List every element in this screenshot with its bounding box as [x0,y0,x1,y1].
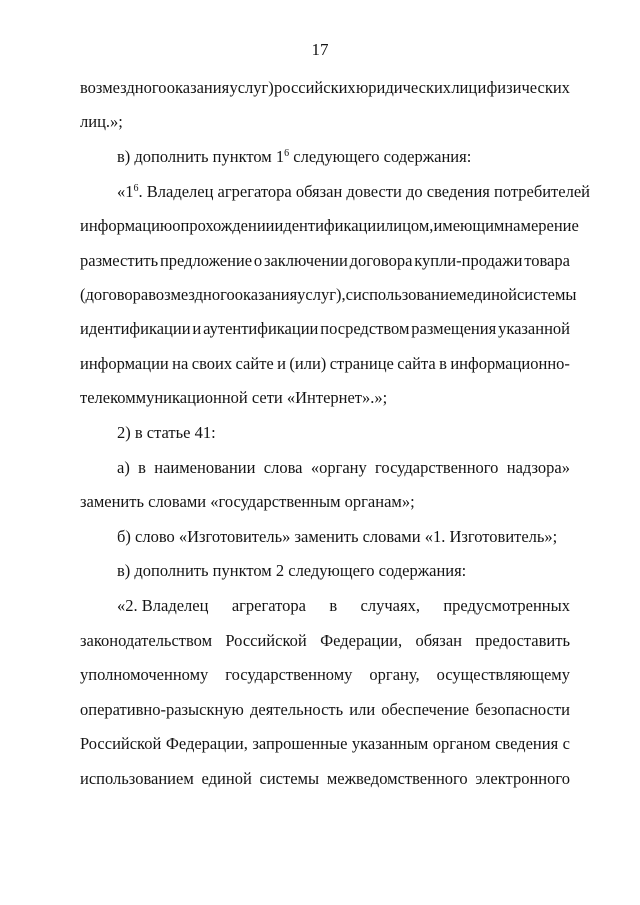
word: идентификации [80,319,191,338]
word: и [477,78,487,97]
text-line-17 [80,631,570,651]
word: межведомственного [326,769,468,788]
word: прохождении [180,216,275,235]
text-line-9 [80,354,570,374]
word: осуществляющему [436,665,570,684]
text-line-10: телекоммуникационной сети «Интернет».»; [80,388,388,407]
word: оказания [234,285,298,304]
word: электронного [475,769,570,788]
word: «органу [310,458,367,477]
word: аутентификации [203,319,319,338]
word: единой [466,285,517,304]
word: размещения [411,319,497,338]
text-line-19 [80,700,570,720]
word: государственного [375,458,499,477]
word: идентификации [274,216,386,235]
word: оказания [166,78,230,97]
text-line-14: б) слово «Изготовитель» заменить словами «1. Изготовитель»; [117,527,558,546]
word: на [172,354,189,373]
word: заключении [263,251,348,270]
word: надзора» [506,458,570,477]
text-line-1 [80,78,570,98]
word: сайте [235,354,274,373]
text-line-4 [117,182,590,202]
word: использованием [352,285,467,304]
text-line-11: 2) в статье 41: [117,423,216,442]
word: с [345,285,353,304]
word: информационно- [450,354,570,373]
word: запрошенные [252,734,348,753]
text-line-2: лиц.»; [80,112,123,131]
word: возмездного [80,78,167,97]
word: оперативно-разыскную [80,700,244,719]
word: государственному [225,665,353,684]
word: товара [524,251,570,270]
word: предусмотренных [443,596,570,615]
word: предоставить [475,631,570,650]
word: намерение [504,216,579,235]
word: посредством [320,319,410,338]
text-line-18 [80,665,570,685]
word: единой [201,769,252,788]
word: указанной [498,319,570,338]
word: о [172,216,181,235]
word: органом [432,734,491,753]
word: случаях, [360,596,420,615]
word: физических [486,78,570,97]
word: с [562,734,570,753]
text-line-21 [80,769,570,789]
word: Федерации, [320,631,403,650]
word: о [253,251,263,270]
text-line-20 [80,734,570,754]
word: агрегатора [231,596,306,615]
word: юридических [355,78,452,97]
word: уполномоченному [80,665,209,684]
word: услуг) [229,78,274,97]
text-line-12 [117,458,570,478]
superscript-6: 6 [284,148,290,159]
word: предложение [159,251,253,270]
text-line-8 [80,319,570,339]
word: системы [259,769,320,788]
word: в [138,458,146,477]
line-3-tail: следующего содержания: [289,147,472,166]
word: сайта [397,354,436,373]
text-line-3 [117,147,570,167]
word: услуг), [297,285,346,304]
line-4-open: «1 [117,182,134,201]
word: (или) [289,354,327,373]
word: системы [516,285,577,304]
word: Российской [225,631,307,650]
word: возмездного [148,285,235,304]
word: сведения [495,734,559,753]
word: информацию [80,216,173,235]
word: в [439,354,447,373]
text-line-15: в) дополнить пунктом 2 следующего содержания: [117,561,467,580]
word: лицом, [385,216,434,235]
text-line-6 [80,251,570,271]
word: или [349,700,376,719]
word: договора [349,251,413,270]
word: своих [191,354,233,373]
word: деятельность [250,700,344,719]
word: «2. Владелец [117,596,209,615]
word: Федерации, [165,734,248,753]
word: использованием [80,769,194,788]
word: в [329,596,338,615]
word: и [192,319,202,338]
word: Российской [80,734,162,753]
word: а) [117,458,130,477]
superscript-6-b: 6 [133,183,139,194]
word: купли-продажи [414,251,523,270]
text-line-5 [80,216,579,236]
word: наименовании [154,458,256,477]
line-4-rest: . Владелец агрегатора обязан довести до сведения потребителей [138,182,590,201]
word: российских [274,78,356,97]
word: обязан [415,631,462,650]
word: разместить [80,251,159,270]
word: и [277,354,286,373]
word: (договора [80,285,149,304]
page-number: 17 [311,40,329,59]
word: лиц [451,78,478,97]
word: обеспечение [381,700,470,719]
word: органу, [369,665,420,684]
text-line-13: заменить словами «государственным органам»; [80,492,415,511]
word: слова [263,458,303,477]
line-3-text: в) дополнить пунктом 1 [117,147,285,166]
word: странице [329,354,394,373]
word: имеющим [433,216,505,235]
word: информации [80,354,169,373]
word: указанным [351,734,429,753]
text-line-7 [80,285,577,305]
word: безопасности [475,700,570,719]
word: законодательством [80,631,213,650]
text-line-16 [117,596,570,616]
